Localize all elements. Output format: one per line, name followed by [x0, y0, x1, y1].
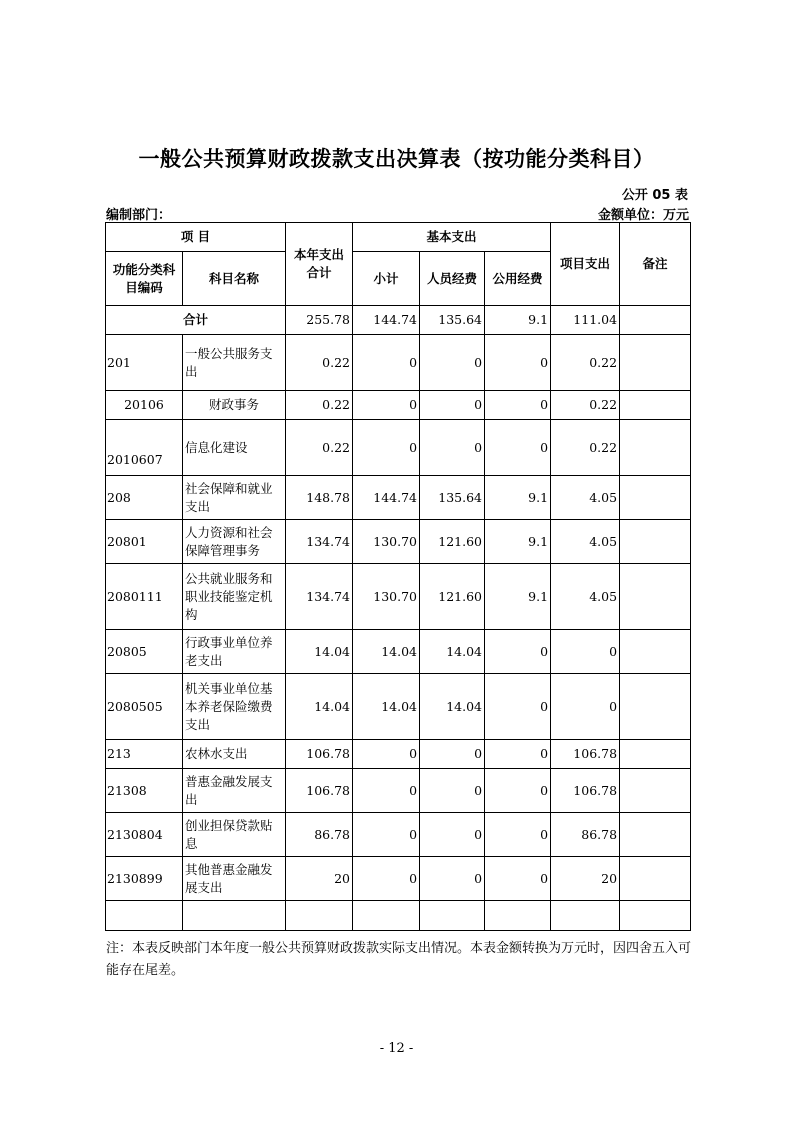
cell-name: 其他普惠金融发展支出 — [183, 857, 286, 901]
cell-total: 0.22 — [286, 420, 353, 476]
cell-remark — [620, 674, 691, 740]
cell-code: 2080505 — [106, 674, 183, 740]
page-title: 一般公共预算财政拨款支出决算表（按功能分类科目） — [138, 147, 655, 171]
cell-remark — [620, 901, 691, 931]
header-subtotal: 小计 — [353, 252, 420, 306]
cell-project: 4.05 — [551, 476, 620, 520]
cell-personnel: 0 — [420, 769, 485, 813]
cell-subtotal: 0 — [353, 813, 420, 857]
table-row — [106, 857, 691, 901]
table-row — [106, 630, 691, 674]
table-row — [106, 740, 691, 769]
cell-code: 208 — [106, 476, 183, 520]
cell-remark — [620, 564, 691, 630]
table-row — [106, 520, 691, 564]
table-row — [106, 476, 691, 520]
header-total: 本年支出合计 — [286, 223, 353, 306]
cell-total: 134.74 — [286, 564, 353, 630]
total-cell-subtotal: 144.74 — [353, 306, 420, 335]
total-cell-project: 111.04 — [551, 306, 620, 335]
cell-subtotal: 14.04 — [353, 674, 420, 740]
cell-code — [106, 901, 183, 931]
cell-project — [551, 901, 620, 931]
cell-code: 2080111 — [106, 564, 183, 630]
cell-subtotal: 130.70 — [353, 520, 420, 564]
cell-name: 公共就业服务和职业技能鉴定机构 — [183, 564, 286, 630]
cell-code: 2130804 — [106, 813, 183, 857]
cell-subtotal: 0 — [353, 769, 420, 813]
cell-total: 14.04 — [286, 674, 353, 740]
cell-name: 人力资源和社会保障管理事务 — [183, 520, 286, 564]
table-row — [106, 564, 691, 630]
header-name: 科目名称 — [183, 252, 286, 306]
cell-personnel: 14.04 — [420, 674, 485, 740]
cell-personnel: 0 — [420, 420, 485, 476]
cell-code: 2130899 — [106, 857, 183, 901]
header-item: 项 目 — [106, 223, 286, 252]
cell-project: 0.22 — [551, 420, 620, 476]
header-basic: 基本支出 — [353, 223, 551, 252]
cell-total: 20 — [286, 857, 353, 901]
header-remark: 备注 — [620, 223, 691, 306]
header-public: 公用经费 — [485, 252, 551, 306]
cell-total: 148.78 — [286, 476, 353, 520]
cell-remark — [620, 813, 691, 857]
table-row — [106, 769, 691, 813]
cell-name: 信息化建设 — [183, 420, 286, 476]
cell-name: 创业担保贷款贴息 — [183, 813, 286, 857]
cell-personnel: 0 — [420, 335, 485, 391]
cell-total: 86.78 — [286, 813, 353, 857]
cell-subtotal: 0 — [353, 335, 420, 391]
table-row — [106, 335, 691, 391]
cell-project: 0 — [551, 630, 620, 674]
cell-project: 4.05 — [551, 520, 620, 564]
cell-subtotal: 0 — [353, 420, 420, 476]
cell-subtotal: 0 — [353, 391, 420, 420]
cell-total — [286, 901, 353, 931]
total-cell-personnel: 135.64 — [420, 306, 485, 335]
cell-subtotal: 0 — [353, 740, 420, 769]
cell-personnel: 0 — [420, 740, 485, 769]
dept-label: 编制部门： — [106, 208, 172, 223]
cell-total: 106.78 — [286, 769, 353, 813]
cell-total: 0.22 — [286, 335, 353, 391]
expenditure-table — [105, 222, 691, 931]
table-row-empty — [106, 901, 691, 931]
cell-remark — [620, 740, 691, 769]
cell-remark — [620, 857, 691, 901]
cell-personnel: 121.60 — [420, 520, 485, 564]
cell-personnel: 14.04 — [420, 630, 485, 674]
unit-label: 金额单位：万元 — [597, 208, 689, 223]
cell-name: 行政事业单位养老支出 — [183, 630, 286, 674]
cell-subtotal: 130.70 — [353, 564, 420, 630]
cell-code: 2010607 — [106, 420, 183, 476]
cell-code: 20801 — [106, 520, 183, 564]
cell-remark — [620, 769, 691, 813]
header-project: 项目支出 — [551, 223, 620, 306]
total-row — [106, 306, 691, 335]
cell-subtotal: 144.74 — [353, 476, 420, 520]
table-row — [106, 420, 691, 476]
cell-code: 201 — [106, 335, 183, 391]
cell-name: 社会保障和就业支出 — [183, 476, 286, 520]
cell-total: 14.04 — [286, 630, 353, 674]
cell-personnel: 135.64 — [420, 476, 485, 520]
cell-remark — [620, 476, 691, 520]
cell-public — [485, 901, 551, 931]
header-code: 功能分类科目编码 — [106, 252, 183, 306]
total-cell-remark — [620, 306, 691, 335]
cell-project: 0.22 — [551, 391, 620, 420]
table-row — [106, 391, 691, 420]
cell-total: 106.78 — [286, 740, 353, 769]
cell-public: 0 — [485, 674, 551, 740]
cell-name — [183, 901, 286, 931]
cell-personnel: 121.60 — [420, 564, 485, 630]
table-row — [106, 813, 691, 857]
cell-code: 20805 — [106, 630, 183, 674]
cell-project: 0.22 — [551, 335, 620, 391]
cell-project: 106.78 — [551, 769, 620, 813]
footnote: 注：本表反映部门本年度一般公共预算财政拨款实际支出情况。本表金额转换为万元时，因四舍五入可能存在尾差。 — [106, 941, 692, 978]
cell-public: 0 — [485, 857, 551, 901]
cell-project: 4.05 — [551, 564, 620, 630]
cell-public: 0 — [485, 769, 551, 813]
cell-name: 一般公共服务支出 — [183, 335, 286, 391]
cell-public: 0 — [485, 335, 551, 391]
cell-code: 213 — [106, 740, 183, 769]
cell-project: 0 — [551, 674, 620, 740]
cell-public: 0 — [485, 740, 551, 769]
cell-total: 134.74 — [286, 520, 353, 564]
cell-subtotal: 14.04 — [353, 630, 420, 674]
total-cell-public: 9.1 — [485, 306, 551, 335]
total-cell-total: 255.78 — [286, 306, 353, 335]
header-personnel: 人员经费 — [420, 252, 485, 306]
cell-remark — [620, 391, 691, 420]
cell-personnel: 0 — [420, 391, 485, 420]
cell-code: 20106 — [106, 391, 183, 420]
cell-public: 0 — [485, 420, 551, 476]
cell-subtotal: 0 — [353, 857, 420, 901]
cell-public: 9.1 — [485, 476, 551, 520]
form-number: 公开 05 表 — [621, 188, 688, 203]
page-number: - 12 - — [379, 1041, 414, 1056]
cell-project: 86.78 — [551, 813, 620, 857]
cell-subtotal — [353, 901, 420, 931]
cell-public: 9.1 — [485, 564, 551, 630]
cell-personnel: 0 — [420, 857, 485, 901]
cell-remark — [620, 420, 691, 476]
cell-remark — [620, 335, 691, 391]
cell-project: 20 — [551, 857, 620, 901]
cell-name: 财政事务 — [183, 391, 286, 420]
cell-public: 9.1 — [485, 520, 551, 564]
cell-remark — [620, 520, 691, 564]
cell-name: 机关事业单位基本养老保险缴费支出 — [183, 674, 286, 740]
cell-name: 普惠金融发展支出 — [183, 769, 286, 813]
cell-personnel — [420, 901, 485, 931]
cell-name: 农林水支出 — [183, 740, 286, 769]
table-row — [106, 674, 691, 740]
cell-total: 0.22 — [286, 391, 353, 420]
cell-project: 106.78 — [551, 740, 620, 769]
cell-public: 0 — [485, 391, 551, 420]
cell-code: 21308 — [106, 769, 183, 813]
cell-personnel: 0 — [420, 813, 485, 857]
cell-remark — [620, 630, 691, 674]
total-label: 合计 — [106, 306, 286, 335]
cell-public: 0 — [485, 813, 551, 857]
cell-public: 0 — [485, 630, 551, 674]
